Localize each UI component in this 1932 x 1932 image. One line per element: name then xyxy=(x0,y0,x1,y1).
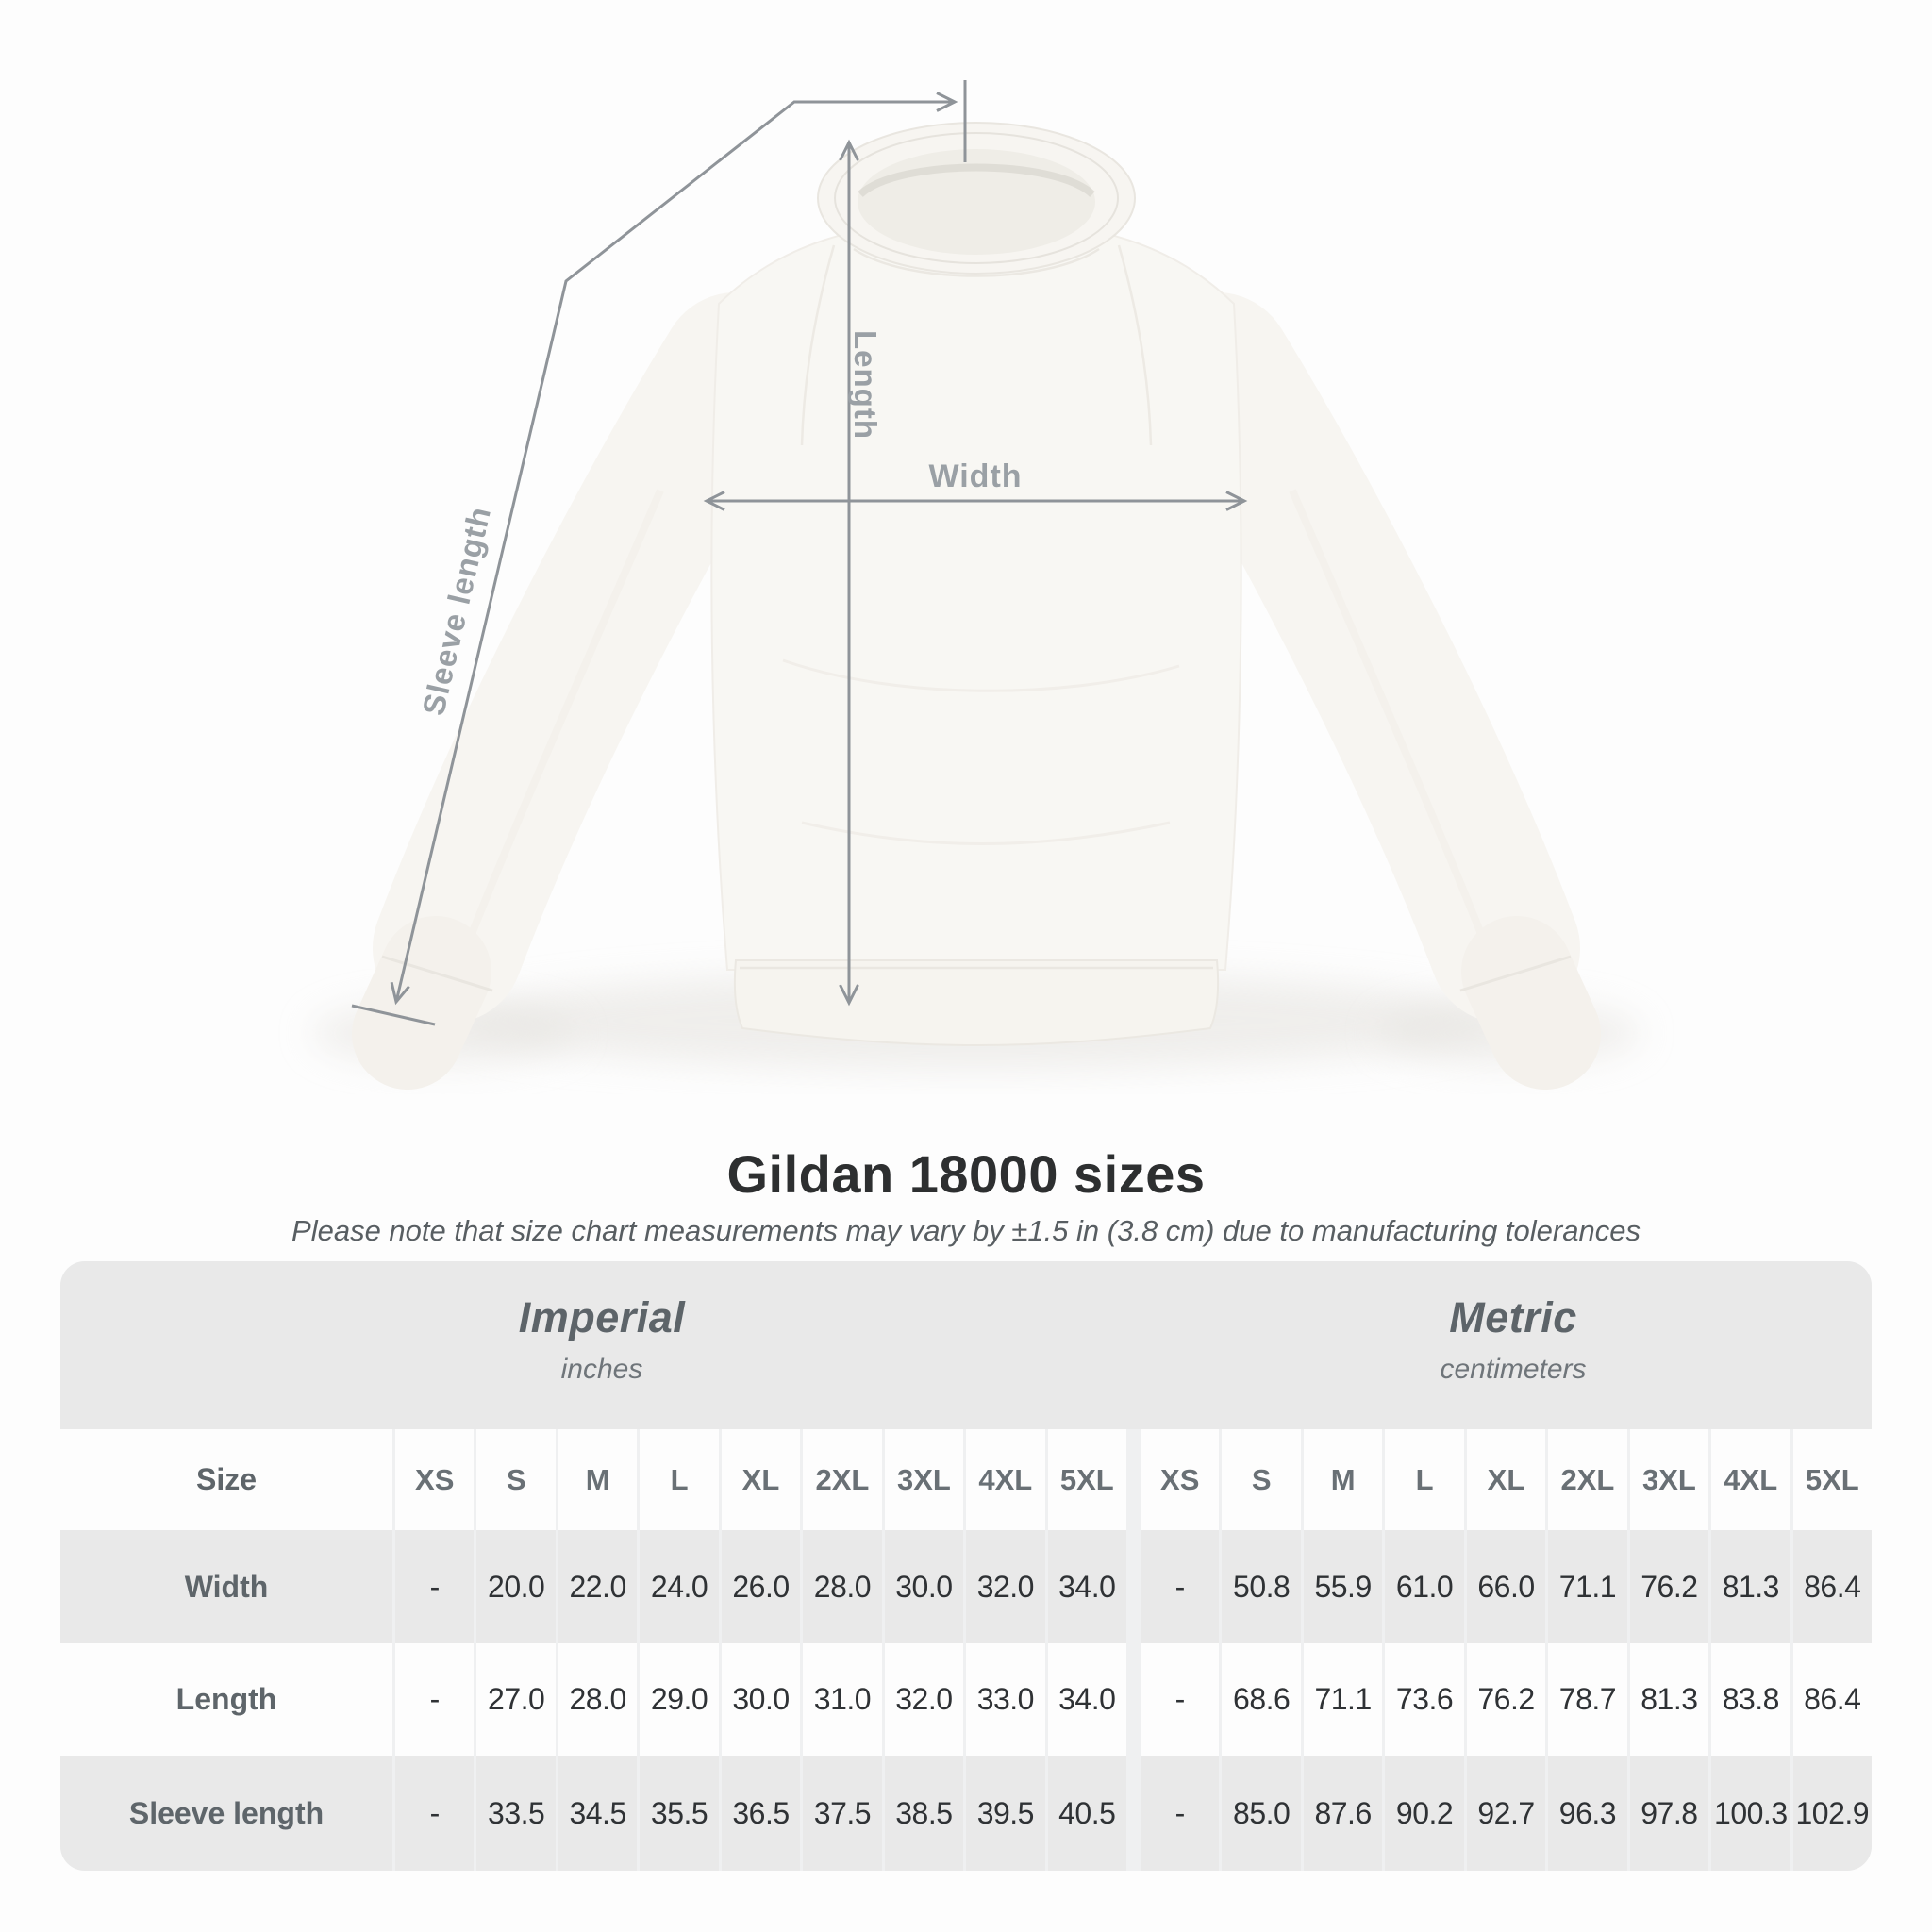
size-header-imperial: M xyxy=(558,1429,637,1530)
hem-band xyxy=(735,960,1218,1045)
unit-group-divider xyxy=(1129,1643,1138,1756)
unit-group-divider xyxy=(1129,1530,1138,1643)
metric-unit: centimeters xyxy=(1440,1354,1587,1385)
size-header-metric: XS xyxy=(1141,1429,1219,1530)
unit-header-band xyxy=(60,1261,1872,1429)
table-value: 92.7 xyxy=(1467,1756,1545,1871)
table-value: 28.0 xyxy=(558,1643,637,1756)
table-value: - xyxy=(395,1530,474,1643)
table-value: 86.4 xyxy=(1793,1530,1872,1643)
row-label-width: Width xyxy=(60,1530,392,1643)
table-value: 26.0 xyxy=(722,1530,800,1643)
table-value: 29.0 xyxy=(640,1643,718,1756)
table-value: 76.2 xyxy=(1467,1643,1545,1756)
table-value: 83.8 xyxy=(1711,1643,1790,1756)
metric-title: Metric xyxy=(1449,1293,1577,1341)
imperial-header xyxy=(60,1261,1143,1429)
table-value: - xyxy=(1141,1530,1219,1643)
table-value: 85.0 xyxy=(1222,1756,1300,1871)
table-value: 36.5 xyxy=(722,1756,800,1871)
table-value: 50.8 xyxy=(1222,1530,1300,1643)
row-label-sleeve-length: Sleeve length xyxy=(60,1756,392,1871)
right-cuff xyxy=(1517,972,1545,1034)
imperial-unit: inches xyxy=(560,1354,643,1385)
page-title: Gildan 18000 sizes xyxy=(726,1144,1206,1204)
size-header-imperial: 5XL xyxy=(1048,1429,1126,1530)
size-table-grid xyxy=(60,1429,1872,1871)
size-header-metric: 4XL xyxy=(1711,1429,1790,1530)
table-value: 33.5 xyxy=(476,1756,555,1871)
table-value: 81.3 xyxy=(1711,1530,1790,1643)
table-value: 34.5 xyxy=(558,1756,637,1871)
table-value: 27.0 xyxy=(476,1643,555,1756)
table-value: 32.0 xyxy=(966,1530,1044,1643)
table-value: 71.1 xyxy=(1304,1643,1382,1756)
unit-group-divider xyxy=(1129,1429,1138,1530)
table-value: 87.6 xyxy=(1304,1756,1382,1871)
table-value: 34.0 xyxy=(1048,1530,1126,1643)
table-value: 31.0 xyxy=(803,1643,881,1756)
table-value: 90.2 xyxy=(1385,1756,1463,1871)
size-header-metric: XL xyxy=(1467,1429,1545,1530)
size-header-metric: 3XL xyxy=(1630,1429,1708,1530)
table-value: 28.0 xyxy=(803,1530,881,1643)
length-label: Length xyxy=(848,330,883,440)
table-value: 81.3 xyxy=(1630,1643,1708,1756)
table-value: - xyxy=(395,1756,474,1871)
size-header-metric: L xyxy=(1385,1429,1463,1530)
table-value: - xyxy=(395,1643,474,1756)
table-value: 40.5 xyxy=(1048,1756,1126,1871)
table-value: 61.0 xyxy=(1385,1530,1463,1643)
width-label: Width xyxy=(928,458,1023,494)
size-header-metric: 5XL xyxy=(1793,1429,1872,1530)
table-value: 100.3 xyxy=(1711,1756,1790,1871)
table-value: 66.0 xyxy=(1467,1530,1545,1643)
table-value: 76.2 xyxy=(1630,1530,1708,1643)
size-header-imperial: L xyxy=(640,1429,718,1530)
table-value: 24.0 xyxy=(640,1530,718,1643)
size-header-metric: S xyxy=(1222,1429,1300,1530)
table-value: 30.0 xyxy=(885,1530,963,1643)
table-value: 20.0 xyxy=(476,1530,555,1643)
size-header-metric: M xyxy=(1304,1429,1382,1530)
size-table xyxy=(60,1261,1872,1871)
table-value: 97.8 xyxy=(1630,1756,1708,1871)
size-header-imperial: 2XL xyxy=(803,1429,881,1530)
tolerance-note: Please note that size chart measurements may vary by ±1.5 in (3.8 cm) due to manufacturing tolerances xyxy=(291,1214,1641,1247)
table-value: 33.0 xyxy=(966,1643,1044,1756)
table-value: 71.1 xyxy=(1548,1530,1626,1643)
unit-group-divider xyxy=(1129,1756,1138,1871)
table-value: 32.0 xyxy=(885,1643,963,1756)
table-value: 34.0 xyxy=(1048,1643,1126,1756)
table-value: - xyxy=(1141,1756,1219,1871)
size-header-imperial: XS xyxy=(395,1429,474,1530)
table-value: 96.3 xyxy=(1548,1756,1626,1871)
table-value: 78.7 xyxy=(1548,1643,1626,1756)
table-value: 30.0 xyxy=(722,1643,800,1756)
table-value: 68.6 xyxy=(1222,1643,1300,1756)
size-header-imperial: 4XL xyxy=(966,1429,1044,1530)
table-value: 22.0 xyxy=(558,1530,637,1643)
collar xyxy=(818,123,1135,276)
metric-header xyxy=(1155,1261,1872,1429)
table-value: - xyxy=(1141,1643,1219,1756)
size-column-header: Size xyxy=(60,1429,392,1530)
table-value: 38.5 xyxy=(885,1756,963,1871)
sleeve-length-label: Sleeve length xyxy=(415,503,498,719)
table-value: 37.5 xyxy=(803,1756,881,1871)
size-header-metric: 2XL xyxy=(1548,1429,1626,1530)
table-value: 102.9 xyxy=(1793,1756,1872,1871)
size-header-imperial: XL xyxy=(722,1429,800,1530)
size-header-imperial: S xyxy=(476,1429,555,1530)
table-value: 55.9 xyxy=(1304,1530,1382,1643)
sweatshirt-body xyxy=(711,219,1241,1045)
table-value: 73.6 xyxy=(1385,1643,1463,1756)
table-value: 35.5 xyxy=(640,1756,718,1871)
table-value: 86.4 xyxy=(1793,1643,1872,1756)
imperial-title: Imperial xyxy=(518,1293,686,1341)
table-value: 39.5 xyxy=(966,1756,1044,1871)
size-header-imperial: 3XL xyxy=(885,1429,963,1530)
row-label-length: Length xyxy=(60,1643,392,1756)
